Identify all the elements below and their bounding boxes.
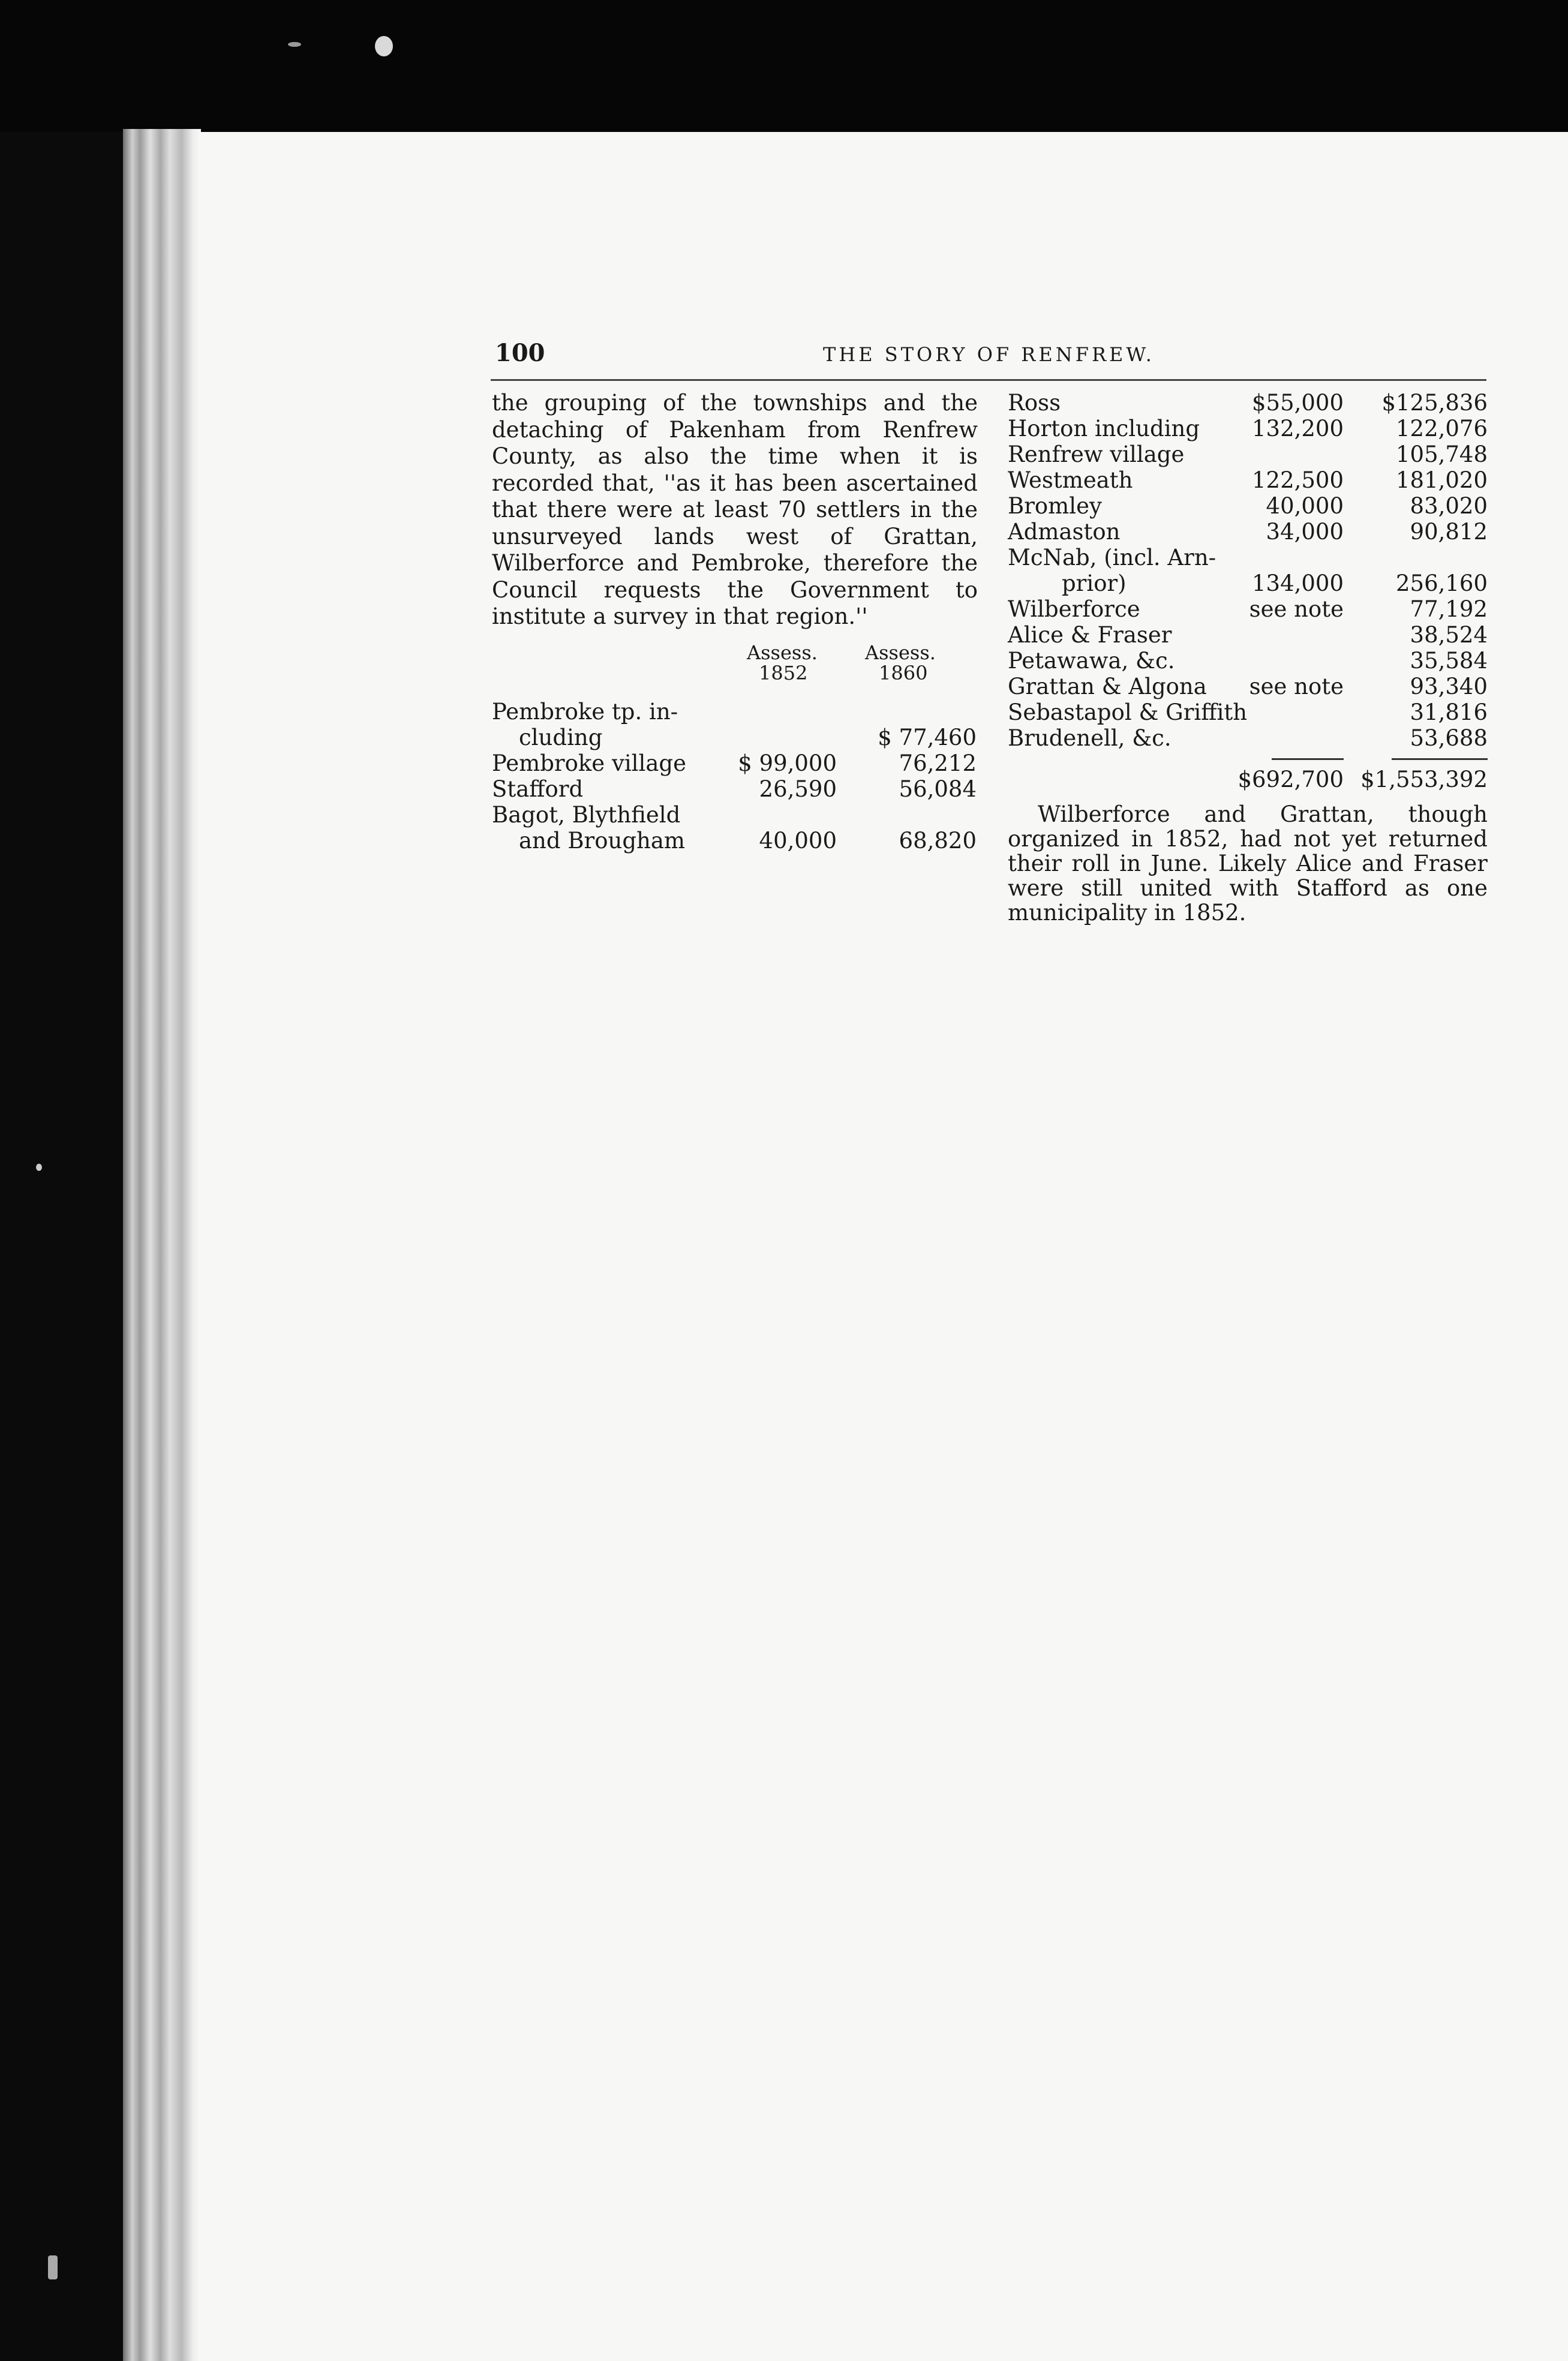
table-row (1008, 699, 1488, 725)
dust-speck (375, 36, 393, 56)
table-row (1008, 596, 1488, 622)
value-1860: 76,212 (899, 750, 977, 776)
value-1852: 122,500 (1251, 467, 1344, 493)
row-name: prior) (1062, 570, 1127, 596)
value-1852: 40,000 (1266, 493, 1344, 519)
row-name: cluding (519, 724, 603, 750)
table-row (492, 802, 978, 828)
table-row (492, 699, 978, 725)
value-1860: 122,076 (1395, 416, 1488, 441)
row-name: Wilberforce (1008, 596, 1140, 622)
value-1860: 90,812 (1410, 519, 1488, 545)
total-1860: $1,553,392 (1360, 767, 1488, 792)
value-1860: 38,524 (1410, 622, 1488, 648)
assessment-table-right (1008, 390, 1488, 792)
footnote-paragraph: Wilberforce and Grattan, though organized in 1852, had not yet returned their roll in June. Likely Alice and Fraser were still united with Stafford as one municipality in 1852. (1008, 801, 1488, 926)
assessment-table-left (492, 642, 978, 854)
row-name: Bagot, Blythfield (492, 801, 681, 828)
value-1860: $125,836 (1381, 390, 1488, 416)
total-rules (1008, 751, 1488, 767)
table-row (1008, 390, 1488, 416)
dust-speck (48, 2255, 58, 2279)
row-name: Pembroke village (492, 750, 686, 776)
value-1852: see note (1249, 674, 1344, 699)
row-name: and Brougham (519, 827, 685, 854)
row-name: Sebastapol & Griffith (1008, 699, 1248, 725)
value-1860: 105,748 (1395, 441, 1488, 467)
value-1860: 256,160 (1395, 570, 1488, 596)
value-1852: $ 99,000 (738, 750, 837, 776)
table-row (492, 750, 978, 776)
row-name: Renfrew village (1008, 441, 1185, 467)
value-1852: 132,200 (1251, 416, 1344, 441)
column-header: 1860 (879, 661, 928, 684)
value-1852: 34,000 (1266, 519, 1344, 545)
scanner-background (0, 0, 1568, 132)
table-row (1008, 674, 1488, 699)
row-name: Westmeath (1008, 467, 1133, 493)
value-1860: 56,084 (899, 776, 977, 802)
book-page-edges (123, 129, 201, 2361)
body-paragraph: the grouping of the townships and the detaching of Pakenham from Renfrew County, as also the time when it is recorded that, ''as it has been ascertained that there were at least 70 settlers in the unsurveyed lands west of Grattan, Wilberforce and Pembroke, therefore the Council requests the Government to institute a survey in that region.'' (492, 390, 978, 629)
table-row (1008, 441, 1488, 467)
value-1852: 26,590 (759, 776, 837, 802)
value-1852: $55,000 (1251, 390, 1344, 416)
table-row (1008, 622, 1488, 648)
dust-speck (288, 42, 301, 47)
dust-speck (36, 1164, 42, 1171)
row-name: Ross (1008, 390, 1061, 416)
value-1852: see note (1249, 596, 1344, 622)
value-1860: 181,020 (1395, 467, 1488, 493)
total-rule (1272, 758, 1344, 760)
left-column (492, 390, 978, 854)
right-column (1008, 390, 1488, 925)
value-1860: 93,340 (1410, 674, 1488, 699)
column-header: Assess. (747, 641, 818, 664)
table-row (1008, 467, 1488, 493)
table-row (1008, 416, 1488, 441)
value-1860: 35,584 (1410, 648, 1488, 674)
value-1852: 40,000 (759, 827, 837, 854)
running-title: THE STORY OF RENFREW. (823, 343, 1155, 366)
row-name: Brudenell, &c. (1008, 725, 1172, 751)
header-rule (491, 379, 1486, 381)
totals-row (1008, 767, 1488, 792)
row-name: Bromley (1008, 493, 1102, 519)
row-name: Grattan & Algona (1008, 674, 1207, 699)
value-1860: 77,192 (1410, 596, 1488, 622)
value-1860: 31,816 (1410, 699, 1488, 725)
row-name: Petawawa, &c. (1008, 648, 1175, 674)
table-row (1008, 725, 1488, 751)
table-row (492, 828, 978, 854)
value-1852: 134,000 (1251, 570, 1344, 596)
value-1860: 83,020 (1410, 493, 1488, 519)
table-row (1008, 493, 1488, 519)
row-name: Pembroke tp. in- (492, 698, 678, 725)
row-name: Stafford (492, 776, 584, 802)
total-1852: $692,700 (1237, 767, 1344, 792)
table-header-row (492, 642, 978, 663)
row-name: McNab, (incl. Arn- (1008, 545, 1216, 570)
table-row (1008, 570, 1488, 596)
column-header: 1852 (759, 661, 808, 684)
value-1860: $ 77,460 (878, 724, 977, 750)
column-header: Assess. (865, 641, 936, 664)
table-header-row (492, 663, 978, 699)
value-1860: 68,820 (899, 827, 977, 854)
row-name: Horton including (1008, 416, 1200, 441)
row-name: Alice & Fraser (1008, 622, 1172, 648)
table-row (1008, 545, 1488, 570)
page-number: 100 (495, 339, 545, 367)
table-row (492, 725, 978, 750)
table-row (1008, 648, 1488, 674)
value-1860: 53,688 (1410, 725, 1488, 751)
total-rule (1392, 758, 1488, 760)
row-name: Admaston (1008, 519, 1121, 545)
table-row (492, 776, 978, 802)
table-row (1008, 519, 1488, 545)
